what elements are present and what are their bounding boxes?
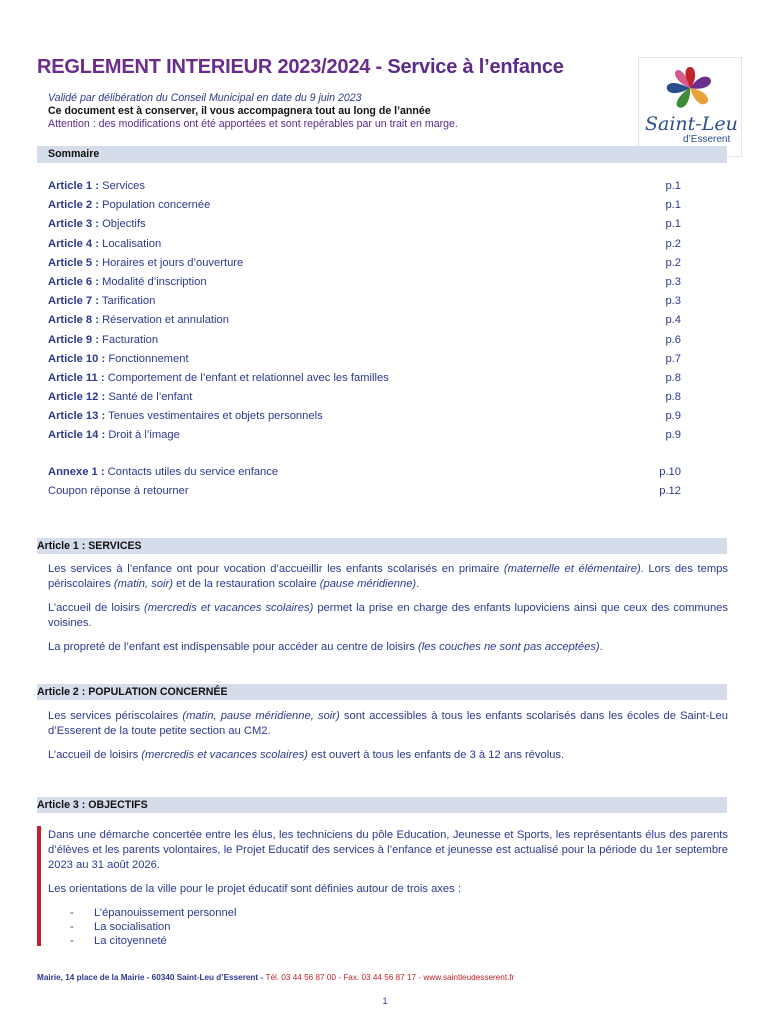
flower-logo-icon <box>659 62 721 114</box>
article-1-paragraph: Les services à l’enfance ont pour vocation d’accueillir les enfants scolarisés en primaire (maternelle et élémentaire). Lors des temps périscolaires (matin, soir) et de la restauration scolaire (pause méridienne). <box>48 563 728 590</box>
header-meta <box>48 92 458 131</box>
modification-marker <box>37 826 41 946</box>
toc-item[interactable]: Article 7 : Tarification p.3 <box>48 295 681 308</box>
article-1-paragraph: L’accueil de loisirs (mercredis et vacances scolaires) permet la prise en charge des enfants lupoviciens ainsi que ceux des communes voisines. <box>48 602 728 629</box>
keep-notice: Ce document est à conserver, il vous accompagnera tout au long de l’année <box>48 105 431 117</box>
article-1-paragraph: La propreté de l’enfant est indispensable pour accéder au centre de loisirs (les couches ne sont pas acceptées). <box>48 641 603 653</box>
town-logo <box>638 57 742 157</box>
toc-item[interactable]: Article 2 : Population concernée p.1 <box>48 199 681 212</box>
toc-item[interactable]: Article 13 : Tenues vestimentaires et objets personnels p.9 <box>48 410 681 423</box>
list-item: - La citoyenneté <box>70 935 167 947</box>
toc-item[interactable]: Article 9 : Facturation p.6 <box>48 333 681 346</box>
article-3-paragraph: Dans une démarche concertée entre les élus, les techniciens du pôle Education, Jeunesse et Sports, les représentants élus des parents d’élèves et les parents volontaires, le Projet Educatif des services à l’enfance et jeunesse est actualisé pour la période du 1er septembre 2023 au 31 août 2026. <box>48 829 728 871</box>
toc-item[interactable]: Article 12 : Santé de l’enfant p.8 <box>48 391 681 404</box>
article-3-paragraph: Les orientations de la ville pour le projet éducatif sont définies autour de trois axes : <box>48 883 461 895</box>
list-item: - La socialisation <box>70 921 171 933</box>
toc-item[interactable]: Article 6 : Modalité d’inscription p.3 <box>48 275 681 288</box>
validation-note: Validé par délibération du Conseil Municipal en date du 9 juin 2023 <box>48 92 362 104</box>
page-number: 1 <box>382 996 388 1006</box>
toc-annex-item[interactable]: Annexe 1 : Contacts utiles du service enfance p.10 <box>48 465 681 478</box>
toc-item[interactable]: Article 10 : Fonctionnement p.7 <box>48 352 681 365</box>
attention-note: Attention : des modifications ont été apportées et sont repérables par un trait en marge. <box>48 118 458 130</box>
article-2-paragraph: Les services périscolaires (matin, pause méridienne, soir) sont accessibles à tous les enfants scolarisés dans les écoles de Saint-Leu d’Esserent de la toute petite section au CM2. <box>48 710 728 737</box>
article-1-heading: Article 1 : SERVICES <box>37 538 727 554</box>
toc-annex-item[interactable]: Coupon réponse à retourner p.12 <box>48 484 681 497</box>
logo-name: Saint-Leu <box>645 113 738 135</box>
article-2-heading: Article 2 : POPULATION CONCERNÉE <box>37 684 727 700</box>
logo-name-2: d’Esserent <box>683 134 731 145</box>
toc-item[interactable]: Article 4 : Localisation p.2 <box>48 237 681 250</box>
toc-item[interactable]: Article 8 : Réservation et annulation p.4 <box>48 314 681 327</box>
article-3-heading: Article 3 : OBJECTIFS <box>37 797 727 813</box>
toc-item[interactable]: Article 3 : Objectifs p.1 <box>48 218 681 231</box>
page-footer: Mairie, 14 place de la Mairie - 60340 Saint-Leu d’Esserent - Tél. 03 44 56 87 00 - Fax. 03 44 56 87 17 - www.saintleudesserent.fr <box>37 973 515 982</box>
table-of-contents <box>48 180 681 504</box>
toc-item[interactable]: Article 1 : Services p.1 <box>48 180 681 192</box>
page-title: REGLEMENT INTERIEUR 2023/2024 - Service à l’enfance <box>37 56 564 78</box>
axes-list <box>70 906 236 948</box>
toc-item[interactable]: Article 14 : Droit à l’image p.9 <box>48 429 681 442</box>
sommaire-header: Sommaire <box>37 146 727 163</box>
article-2-paragraph: L’accueil de loisirs (mercredis et vacances scolaires) est ouvert à tous les enfants de 3 à 12 ans révolus. <box>48 749 565 761</box>
list-item: - L’épanouissement personnel <box>70 907 237 919</box>
toc-item[interactable]: Article 11 : Comportement de l’enfant et relationnel avec les familles p.8 <box>48 371 681 384</box>
toc-item[interactable]: Article 5 : Horaires et jours d’ouverture p.2 <box>48 256 681 269</box>
